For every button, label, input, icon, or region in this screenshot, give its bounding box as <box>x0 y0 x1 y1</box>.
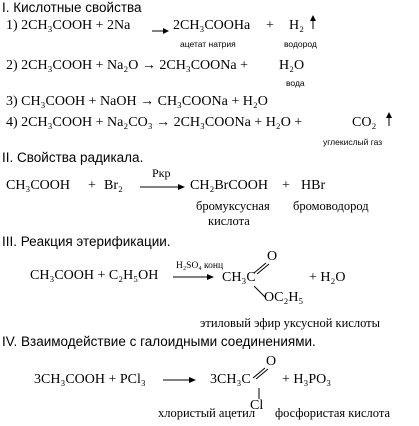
label-bromoacetic-acid: бромуксусная <box>196 199 270 213</box>
reaction-4-co2: CO₂ <box>352 115 377 130</box>
esterification-condition: H₂SO₄ конц <box>176 261 224 271</box>
label-phosphorous-acid: фосфористая кислота <box>275 406 391 420</box>
label-sodium-acetate: ацетат натрия <box>180 39 236 49</box>
acetyl-chloride-oxygen: O <box>266 354 277 369</box>
reaction-arrow-icon <box>173 273 215 281</box>
reaction-arrow-icon <box>140 183 186 191</box>
reaction-3: 3) CH₃COOH + NaOH → CH₃COONa + H₂O <box>6 94 268 109</box>
label-water: вода <box>286 78 305 88</box>
halogenation-reactants: 3CH₃COOH + PCl₃ <box>34 372 146 387</box>
reaction-2: 2) 2CH₃COOH + Na₂O → 2CH₃COONa + <box>6 58 248 73</box>
reaction-1-product: 2CH₃COOHa <box>173 18 251 33</box>
acetyl-chloride-carbon: 3CH₃C <box>210 372 251 387</box>
ester-ethoxy-group: OC₂H₅ <box>264 290 304 305</box>
bromination-plus-1: + <box>88 178 96 193</box>
reaction-4: 4) 2CH₃COOH + Na₂CO₃ → 2CH₃COONa + H₂O + <box>6 115 303 130</box>
bromination-reactant-bromine: Br₂ <box>104 178 123 193</box>
reaction-arrow-icon <box>163 376 197 384</box>
gas-evolution-arrow-icon <box>309 15 317 29</box>
ester-carbonyl-oxygen: O <box>267 249 278 264</box>
esterification-water: + H₂O <box>309 270 346 285</box>
section-3-heading: III. Реакция этерификации. <box>2 234 171 249</box>
bromination-reactant-acid: CH₃COOH <box>6 178 70 193</box>
double-bond-icon <box>254 262 270 274</box>
reaction-1-reactants: 1) 2CH₃COOH + 2Na <box>6 18 131 33</box>
bromination-product-hbr: HBr <box>301 178 326 193</box>
acetyl-chloride-chlorine: Cl <box>250 398 264 413</box>
phosphorous-acid-product: + H₃PO₃ <box>282 372 332 387</box>
reaction-1-plus: + <box>266 18 274 33</box>
ester-carbon: CH₃C <box>222 270 256 285</box>
reaction-arrow-icon <box>152 27 170 35</box>
section-4-heading: IV. Взаимодействие с галоидными соединениями. <box>2 334 316 349</box>
label-ethyl-acetate: этиловый эфир уксусной кислоты <box>200 316 381 330</box>
bromination-plus-2: + <box>282 178 290 193</box>
bromination-condition: Pкр <box>152 166 171 180</box>
label-hydrogen-bromide: бромоводород <box>293 199 369 213</box>
reaction-2-water: H₂O <box>279 58 305 73</box>
section-1-heading: I. Кислотные свойства <box>2 0 142 15</box>
gas-evolution-arrow-icon <box>385 112 393 126</box>
double-bond-icon <box>253 367 269 379</box>
label-carbon-dioxide: углекислый газ <box>323 137 383 147</box>
label-acetyl-chloride: хлористый ацетил <box>158 406 256 420</box>
label-bromoacetic-acid-2: кислота <box>208 214 250 228</box>
esterification-reactants: CH₃COOH + C₂H₅OH <box>30 268 159 283</box>
label-hydrogen: водород <box>284 39 317 49</box>
section-2-heading: II. Свойства радикала. <box>2 150 144 165</box>
bromination-product-acid: CH₂BrCOOH <box>190 178 268 193</box>
reaction-1-hydrogen: H₂ <box>289 18 304 33</box>
